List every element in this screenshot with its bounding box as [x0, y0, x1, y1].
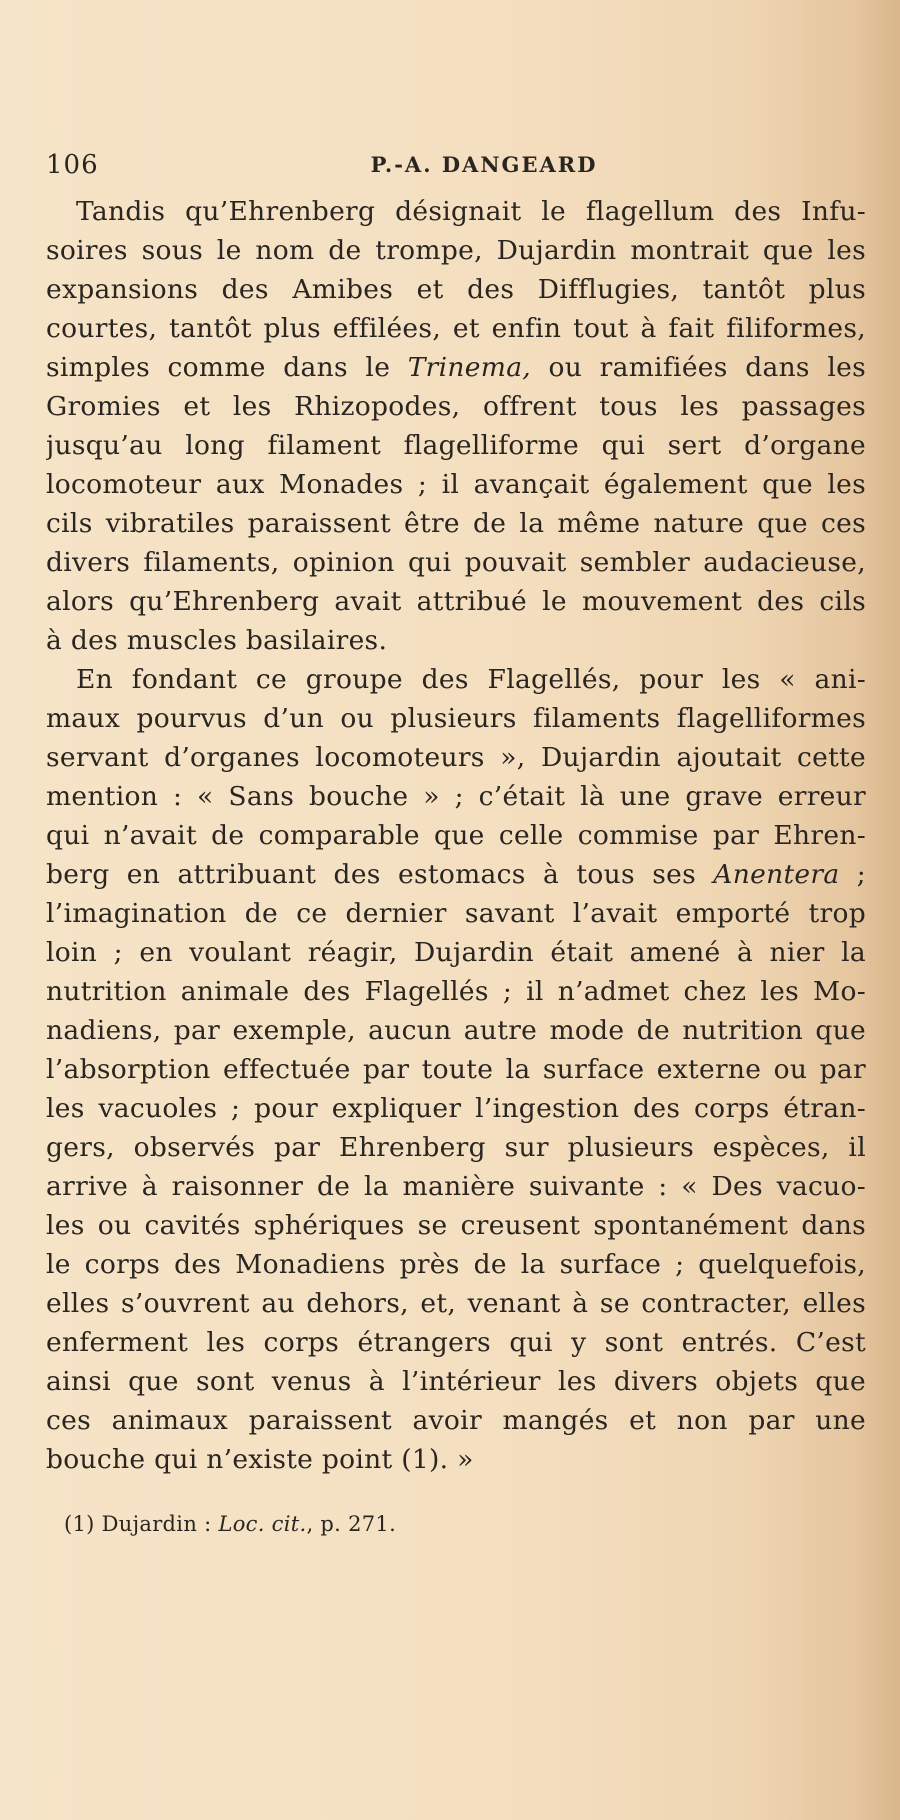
- text-line: cils vibratiles paraissent être de la même nature que ces: [46, 508, 866, 539]
- text-line: bouche qui n’existe point (1). »: [46, 1444, 474, 1475]
- text-line: ainsi que sont venus à l’intérieur les divers objets que: [46, 1366, 866, 1397]
- text-line: l’absorption effectuée par toute la surface externe ou par: [46, 1054, 866, 1085]
- text-line: alors qu’Ehrenberg avait attribué le mouvement des cils: [46, 586, 866, 617]
- text-line: jusqu’au long filament flagelliforme qui sert d’organe: [46, 430, 866, 461]
- text-line: Tandis qu’Ehrenberg désignait le flagellum des Infu-: [76, 196, 866, 227]
- text-line: servant d’organes locomoteurs », Dujardin ajoutait cette: [46, 742, 866, 773]
- text-line: En fondant ce groupe des Flagellés, pour les « ani-: [76, 664, 866, 695]
- text-line: Gromies et les Rhizopodes, offrent tous les passages: [46, 391, 866, 422]
- text-line: soires sous le nom de trompe, Dujardin montrait que les: [46, 235, 866, 266]
- text-line: qui n’avait de comparable que celle commise par Ehren-: [46, 820, 866, 851]
- text-line: expansions des Amibes et des Difflugies, tantôt plus: [46, 274, 866, 305]
- text-line: [46, 348, 866, 387]
- text-line: le corps des Monadiens près de la surface ; quelquefois,: [46, 1249, 866, 1280]
- text-line: ces animaux paraissent avoir mangés et non par une: [46, 1405, 866, 1436]
- text-line: mention : « Sans bouche » ; c’était là une grave erreur: [46, 781, 866, 812]
- text-line: les ou cavités sphériques se creusent spontanément dans: [46, 1210, 866, 1241]
- text-line: locomoteur aux Monades ; il avançait également que les: [46, 469, 866, 500]
- page-header: [46, 150, 866, 186]
- text-line: divers filaments, opinion qui pouvait sembler audacieuse,: [46, 547, 866, 578]
- text-segment: ;: [839, 859, 866, 890]
- species-name-italic: Trinema,: [407, 352, 532, 383]
- text-line: courtes, tantôt plus effilées, et enfin tout à fait filiformes,: [46, 313, 866, 344]
- page-number: 106: [46, 150, 99, 180]
- footnote-marker: (1) Dujardin :: [64, 1512, 219, 1536]
- text-line: l’imagination de ce dernier savant l’avait emporté trop: [46, 898, 866, 929]
- text-segment: ou ramifiées dans les: [531, 352, 866, 383]
- text-line: arrive à raisonner de la manière suivante : « Des vacuo-: [46, 1171, 866, 1202]
- text-line: nutrition animale des Flagellés ; il n’admet chez les Mo-: [46, 976, 866, 1007]
- text-line: enferment les corps étrangers qui y sont entrés. C’est: [46, 1327, 866, 1358]
- footnote-citation-italic: Loc. cit.: [218, 1512, 307, 1536]
- text-line: loin ; en voulant réagir, Dujardin était amené à nier la: [46, 937, 866, 968]
- text-line: nadiens, par exemple, aucun autre mode de nutrition que: [46, 1015, 866, 1046]
- text-segment: berg en attribuant des estomacs à tous ses: [46, 859, 714, 890]
- text-line: elles s’ouvrent au dehors, et, venant à se contracter, elles: [46, 1288, 866, 1319]
- text-line: maux pourvus d’un ou plusieurs filaments flagelliformes: [46, 703, 866, 734]
- footnote: [64, 1512, 396, 1536]
- running-head: P.-A. DANGEARD: [370, 152, 598, 177]
- text-line: gers, observés par Ehrenberg sur plusieurs espèces, il: [46, 1132, 866, 1163]
- text-line: les vacuoles ; pour expliquer l’ingestion des corps étran-: [46, 1093, 866, 1124]
- text-line: [46, 855, 866, 894]
- body-text: [46, 192, 866, 1479]
- text-segment: simples comme dans le: [46, 352, 408, 383]
- genus-name-italic: Anentera: [713, 859, 840, 890]
- footnote-page-ref: , p. 271.: [306, 1512, 397, 1536]
- text-line: à des muscles basilaires.: [46, 625, 388, 656]
